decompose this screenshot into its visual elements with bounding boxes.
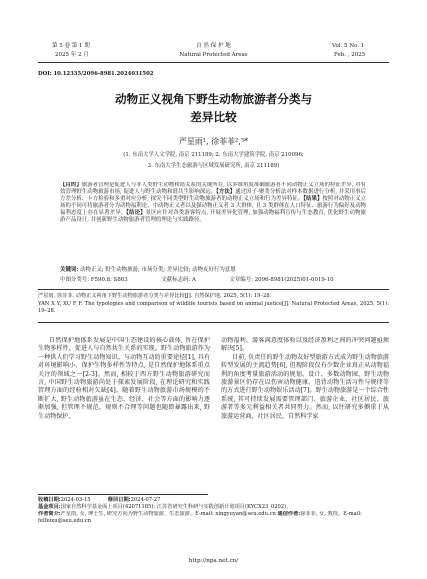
received-date: 2024-03-15 — [60, 497, 91, 503]
body-left-paragraph: 自然保护地体系发展是中国生态建设的核心载体, 旨在保护生物多样性、促进人与自然共生关系的实现。野生动物旅游作为一种供人们学习野生动物知识、与动物互动的重要途径[1], 具有对环境影响小、保护生物多样性等特点, 是自然保护地体系重点关注的领域之一[2-3]。然而, 相较于西方野生动物旅游研究而言, 中国野生动物旅游尚处于探索发展阶段, 在理论研究和实践管理方面的经验相对欠缺[4]。随着野生动物旅游市场规模的不断扩大, 野生动物旅游虽在生态、经济、社会等方面的影响力逐渐加强, 但管理不规范、规则不合理等问题也随即暴露出来, 野生动物保护、 — [38, 337, 210, 420]
footer-url[interactable]: http://npa.net.cn/ — [188, 558, 239, 564]
fund-label: 基金项目: — [38, 504, 61, 510]
keywords-label: 关键词: — [60, 267, 79, 273]
revised-label: 修回日期: — [107, 497, 131, 503]
affiliation-line2: 3. 东南大学生态旅游与区域发展研究所, 南京 211189) — [147, 163, 280, 169]
abstract-tag-conclusion: 【结论】 — [126, 210, 146, 217]
affiliation-line1: (1. 东南大学人文学院, 南京 211189; 2. 东南大学建筑学院, 南京 210096; — [123, 152, 304, 158]
corresponding-author: 徐菲菲, 女, 教授。E-mail: feifeixu@seu.edu.cn — [38, 511, 362, 524]
footnote-dates — [38, 497, 389, 504]
footnote-author — [38, 511, 389, 525]
abstract — [60, 182, 366, 264]
abstract-purpose: 旅游者管理是促进人与非人类野生动物和谐关系的关键所在, 以多维角度准确旅游者不同动物正义立场的特征差异, 对有效管理野生动物旅游市场, 促进人与野生动物和谐共生影响深远。 — [60, 182, 366, 196]
classification-line — [60, 277, 390, 284]
doi[interactable] — [38, 71, 153, 78]
corresponding-label: 通信作者: — [277, 511, 301, 517]
doi-text: DOI: 10.12335/2096-8981.2024031502 — [38, 71, 154, 77]
body-right-paragraph-2: 目前, 负责任的野生动物友好型旅游方式成为野生动物旅游转型发展的主流趋势[6], 但现阶段仅有少数企业真正从动物福利的角度考量旅游活动的规划、设计、多数动物园、野生动物旅游景区仍存在以伤害动物健康、违背动物生活习性与规律等的方式进行野生动物娱乐活动[7]。野生动物旅游是一个综合性系统, 其可持续发展需要管理部门、旅游企业、社区居民、旅游者等多元利益相关者共同努力。然而, 以往研究多侧重于从旅游运营商、社区居民、自然科学家 — [221, 353, 389, 420]
abstract-tag-result: 【结果】 — [303, 196, 323, 203]
abstract-tag-purpose: 【目的】 — [60, 182, 82, 188]
journal-name-en: Natural Protected Areas — [179, 52, 248, 58]
issue-volume: 第 5 卷 第 1 期 — [52, 43, 90, 49]
citation-en: YAN X Y, XU F F. The typologies and comparison of wildlife tourists based on animal justice[J]. Natural Protected Areas, 2025, 5(1): 19–28. — [38, 301, 389, 314]
body-right-paragraph-1: 动物福利、游客满意度体验以及经济盈利之间的冲突问题亟须解决[5]。 — [221, 337, 389, 353]
journal-name: 自 然 保 护 地 — [196, 43, 231, 49]
document-code: 文献标志码: A — [161, 277, 196, 283]
footnote-rule — [38, 494, 208, 495]
author-bio: 严星雨, 女, 博士生, 研究方向为野生动物旅游、生态旅游。E-mail: xingyuyan@seu.edu.cn — [60, 511, 276, 517]
author-bio-label: 作者简介: — [38, 511, 61, 517]
date-en: Feb. , 2025 — [334, 52, 366, 58]
classification-code: 中图分类号: F590.8; S863 — [60, 277, 128, 283]
keywords-line — [60, 267, 366, 274]
abstract-method: 通过因子-聚类分析法对样本数据进行分析, 并采用事后方差分析、卡方检验和多重对应分析, 探究不同类型野生动物旅游者的动物正义立场和行为差异特征。 — [60, 189, 366, 203]
header-rule — [38, 62, 389, 63]
received-label: 收稿日期: — [38, 497, 61, 503]
revised-date: 2024-07-27 — [130, 497, 161, 503]
abstract-tag-method: 【方法】 — [216, 189, 236, 196]
fund-text: 国家自然科学基金面上项目(42071185); 江苏省研究生科研与实践创新计划项目(KYCX23_0202)。 — [60, 504, 292, 510]
article-title-line2: 差异比较 — [190, 110, 237, 124]
abstract-result: 按照对动物正义立场的不同可将旅游者分为动物福利论、中动物正义者以及强动物正义者 3 大群体, 且 3 类群体在人口特征、旅游行为偏好及动物福利态度上存在显著差异。 — [60, 196, 366, 217]
article-title-line1: 动物正义视角下野生动物旅游者分类与 — [114, 92, 313, 106]
citation-cn: 严星雨, 徐菲菲. 动物正义视角下野生动物旅游者分类与差异比较[J]. 自然保护地, 2025, 5(1): 19–28. — [38, 293, 272, 299]
citation-top-rule — [38, 289, 389, 290]
authors: 严星雨¹, 徐菲菲²,³* — [178, 137, 249, 146]
footnote-fund — [38, 504, 389, 511]
issue-date: 2025 年 2 月 — [55, 52, 89, 58]
body-right-column — [221, 337, 389, 491]
citation-bottom-rule — [38, 322, 389, 323]
keywords: 动物正义; 野生动物旅游; 市场分类; 差异比较; 动物友好行为意愿 — [80, 267, 236, 273]
article-id: 文章编号: 2096-8981(2025)01-0019-10 — [229, 277, 334, 283]
abstract-conclusion: 景区应针对各类游客特点, 开展差异化管理, 加强动物福利宣传与生态教育, 优化野生动物旅游产品设计, 并创新野生动物旅游者管理的理论与实践路径。 — [60, 210, 366, 224]
volume-en: Vol. 5 No. 1 — [332, 43, 365, 49]
